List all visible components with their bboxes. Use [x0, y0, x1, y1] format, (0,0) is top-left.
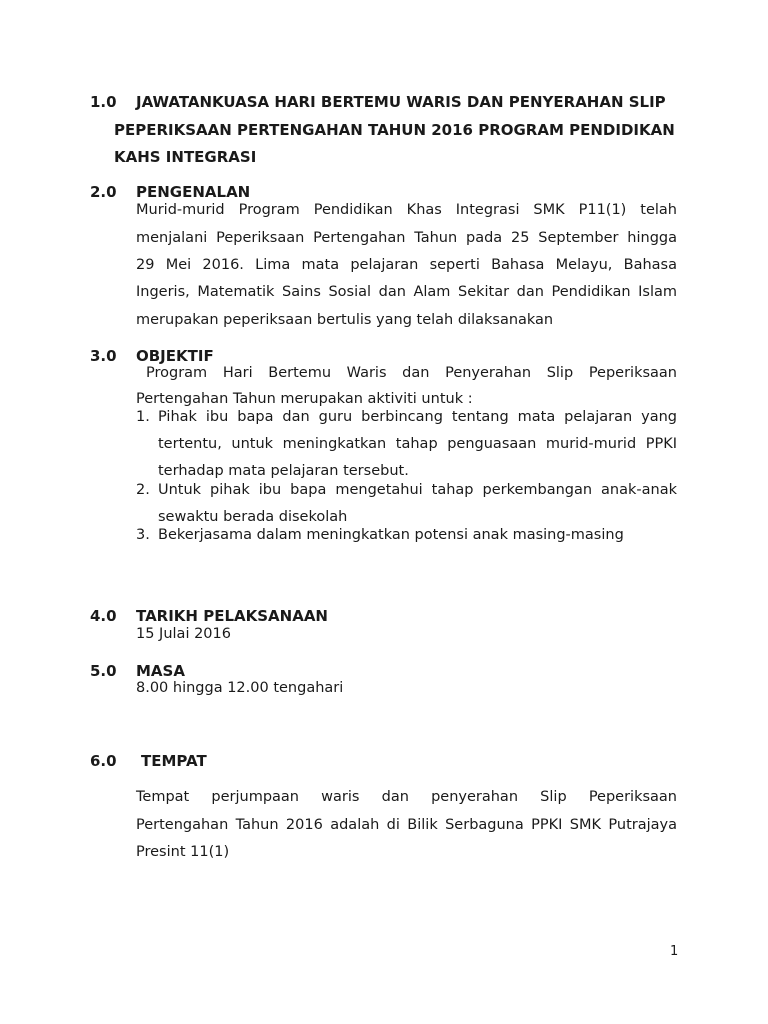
section-4-number: 4.0: [90, 607, 117, 625]
section-5-title: MASA: [136, 662, 185, 680]
section-3-number: 3.0: [90, 347, 117, 365]
section-3-title: OBJEKTIF: [136, 347, 214, 365]
section-2-line-3: 29 Mei 2016. Lima mata pelajaran seperti Bahasa Melayu, Bahasa: [136, 257, 677, 273]
section-1-title-line-2: PEPERIKSAAN PERTENGAHAN TAHUN 2016 PROGRAM PENDIDIKAN: [114, 121, 675, 139]
objective-1-line-3: terhadap mata pelajaran tersebut.: [158, 463, 409, 479]
objective-2-marker: 2.: [136, 482, 150, 498]
section-2-line-4: Ingeris, Matematik Sains Sosial dan Alam Sekitar dan Pendidikan Islam: [136, 284, 677, 300]
section-2-line-2: menjalani Peperiksaan Pertengahan Tahun pada 25 September hingga: [136, 230, 677, 246]
section-1-title-line-1: JAWATANKUASA HARI BERTEMU WARIS DAN PENYERAHAN SLIP: [136, 93, 666, 111]
objective-1-line-2: tertentu, untuk meningkatkan tahap penguasaan murid-murid PPKI: [158, 436, 677, 452]
section-6-line-1: Tempat perjumpaan waris dan penyerahan Slip Peperiksaan: [136, 789, 677, 805]
section-6-number: 6.0: [90, 752, 117, 770]
section-6-line-3: Presint 11(1): [136, 844, 230, 860]
section-6-line-2: Pertengahan Tahun 2016 adalah di Bilik Serbaguna PPKI SMK Putrajaya: [136, 817, 677, 833]
objective-3-line-1: Bekerjasama dalam meningkatkan potensi anak masing-masing: [158, 527, 624, 543]
section-2-line-5: merupakan peperiksaan bertulis yang telah dilaksanakan: [136, 312, 554, 328]
objective-2-line-1: Untuk pihak ibu bapa mengetahui tahap perkembangan anak-anak: [158, 482, 677, 498]
section-2-title: PENGENALAN: [136, 183, 251, 201]
section-5-number: 5.0: [90, 662, 117, 680]
section-1-title-line-3: KAHS INTEGRASI: [114, 148, 257, 166]
objective-1-line-1: Pihak ibu bapa dan guru berbincang tentang mata pelajaran yang: [158, 409, 677, 425]
section-2-number: 2.0: [90, 183, 117, 201]
objective-2-line-2: sewaktu berada disekolah: [158, 509, 348, 525]
section-6-title: TEMPAT: [141, 752, 207, 770]
section-2-line-1: Murid-murid Program Pendidikan Khas Integrasi SMK P11(1) telah: [136, 202, 677, 218]
section-4-value: 15 Julai 2016: [136, 626, 231, 642]
section-1-number: 1.0: [90, 93, 117, 111]
objective-3-marker: 3.: [136, 527, 150, 543]
page-number: 1: [670, 944, 679, 959]
section-3-intro-line-2: Pertengahan Tahun merupakan aktiviti untuk :: [136, 391, 473, 407]
objective-1-marker: 1.: [136, 409, 150, 425]
section-4-title: TARIKH PELAKSANAAN: [136, 607, 328, 625]
section-5-value: 8.00 hingga 12.00 tengahari: [136, 680, 344, 696]
section-3-intro-line-1: Program Hari Bertemu Waris dan Penyerahan Slip Peperiksaan: [146, 365, 677, 381]
